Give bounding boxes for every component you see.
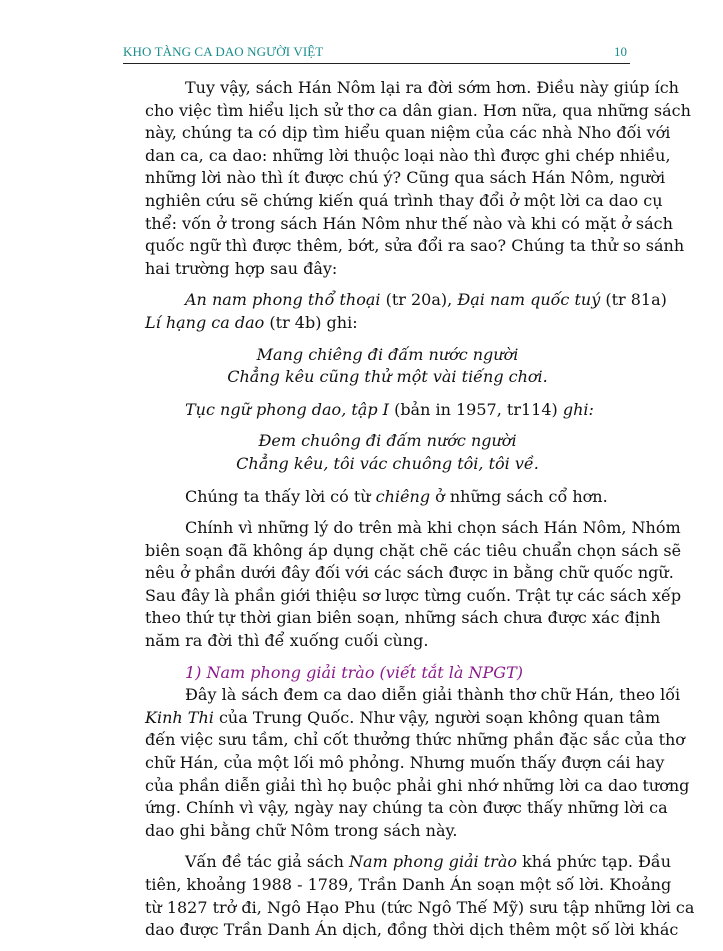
text-line <box>145 707 661 730</box>
text-line <box>145 344 630 367</box>
italic-text: An nam phong thổ thoại <box>185 290 381 310</box>
text-line <box>145 607 661 630</box>
page-body <box>145 77 695 951</box>
text-line <box>145 919 679 942</box>
text-line <box>145 167 666 190</box>
italic-text: Mang chiêng đi đấm nước người <box>256 344 519 364</box>
text-line <box>145 684 681 707</box>
italic-text: 1) Nam phong giải trào (viết tắt là NPGT) <box>185 662 523 682</box>
text-line <box>145 562 674 585</box>
text: nêu ở phần dưới đây đối với các sách được in bằng chữ quốc ngữ. <box>145 563 674 583</box>
text-line <box>145 775 690 798</box>
text-line <box>145 517 681 540</box>
text-line <box>145 100 691 123</box>
text: năm ra đời thì để xuống cuối cùng. <box>145 631 429 651</box>
text-line <box>145 851 672 874</box>
italic-text: Nam phong giải trào <box>349 852 517 872</box>
text-line <box>145 399 630 422</box>
text-line <box>145 662 630 685</box>
text-line <box>145 213 673 236</box>
text: của phần diễn giải thì họ buộc phải ghi nhớ những lời ca dao tương <box>145 775 690 795</box>
italic-text: Tục ngữ phong dao, tập I <box>185 399 389 419</box>
text: chữ Hán, của một lối mô phỏng. Nhưng muốn thấy đượn cái hay <box>145 753 665 773</box>
italic-text: Chẳng kêu cũng thử một vài tiếng chơi. <box>227 367 548 387</box>
paragraph <box>145 77 691 280</box>
text: đến việc sưu tầm, chỉ cốt thưởng thức những phần đặc sắc của thơ <box>145 730 685 750</box>
text-line <box>145 122 671 145</box>
text-line <box>145 312 630 335</box>
verse-quote <box>145 430 630 475</box>
text-line <box>145 874 672 897</box>
text: dan ca, ca dao: những lời thuộc loại nào thì được ghi chép nhiều, <box>145 145 671 165</box>
text-line <box>145 486 630 509</box>
text: ứng. Chính vì vậy, ngày nay chúng ta còn được thấy những lời ca <box>145 798 668 818</box>
paragraph <box>145 486 630 509</box>
text: (tr 4b) ghi: <box>264 312 358 332</box>
text-line <box>145 540 682 563</box>
text: những lời nào thì ít được chú ý? Cũng qua sách Hán Nôm, người <box>145 168 666 188</box>
italic-text: ghi: <box>562 399 594 419</box>
text-line <box>145 235 685 258</box>
paragraph <box>145 289 667 334</box>
italic-text: chiêng <box>375 486 431 506</box>
text-line <box>145 77 679 100</box>
page-number: 10 <box>614 44 627 59</box>
text-line <box>145 585 682 608</box>
text: dao ghi bằng chữ Nôm trong sách này. <box>145 820 458 840</box>
text: quốc ngữ thì được thêm, bớt, sửa đổi ra sao? Chúng ta thử so sánh <box>145 236 685 256</box>
text-line <box>145 258 630 281</box>
text: Đây là sách đem ca dao diễn giải thành thơ chữ Hán, theo lối <box>185 685 681 705</box>
text: hai trường hợp sau đây: <box>145 258 338 278</box>
text: thể: vốn ở trong sách Hán Nôm như thế nào và khi có mặt ở sách <box>145 213 673 233</box>
text: ở những sách cổ hơn. <box>430 486 608 506</box>
section-heading <box>145 662 630 685</box>
text-line <box>145 453 630 476</box>
text: nghiên cứu sẽ chứng kiến quá trình thay đổi ở một lời ca dao cụ <box>145 190 663 210</box>
text-line <box>145 430 630 453</box>
text: từ 1827 trở đi, Ngô Hạo Phu (tức Ngô Thế Mỹ) sưu tập những lời ca <box>145 897 695 917</box>
text-line <box>145 289 667 312</box>
text-line <box>145 897 695 920</box>
paragraph <box>145 684 690 842</box>
text: này, chúng ta có dịp tìm hiểu quan niệm của các nhà Nho đối với <box>145 123 671 143</box>
text-line <box>145 366 630 389</box>
text: Chúng ta thấy lời có từ <box>185 486 376 506</box>
text-line <box>145 797 668 820</box>
italic-text: Lí hạng ca dao <box>145 312 265 332</box>
text: (tr 20a), <box>380 290 458 310</box>
text: Tuy vậy, sách Hán Nôm lại ra đời sớm hơn. Điều này giúp ích <box>185 78 679 97</box>
text: Chính vì những lý do trên mà khi chọn sách Hán Nôm, Nhóm <box>185 518 681 538</box>
text: dao được Trần Danh Án dịch, đồng thời dịch thêm một số lời khác <box>145 920 679 940</box>
text-line <box>145 630 630 653</box>
text-line <box>145 145 671 168</box>
text: tiên, khoảng 1988 - 1789, Trần Danh Án soạn một số lời. Khoảng <box>145 875 672 894</box>
text: khá phức tạp. Đầu <box>517 852 672 872</box>
italic-text: Đem chuông đi đấm nước người <box>258 431 517 451</box>
text: của Trung Quốc. Như vậy, người soạn không quan tâm <box>213 707 661 727</box>
text: theo thứ tự thời gian biên soạn, những sách chưa được xác định <box>145 608 661 628</box>
text: (tr 81a) <box>600 290 667 310</box>
book-title: KHO TÀNG CA DAO NGƯỜI VIỆT <box>123 44 324 59</box>
text: (bản in 1957, tr114) <box>388 399 563 419</box>
text-line <box>145 752 665 775</box>
italic-text: Đại nam quốc tuý <box>457 290 601 310</box>
text-line <box>145 820 630 843</box>
verse-quote <box>145 344 630 389</box>
text-line <box>145 190 663 213</box>
italic-text: Kinh Thi <box>145 707 214 727</box>
paragraph <box>145 399 630 422</box>
text: Sau đây là phần giới thiệu sơ lược từng cuốn. Trật tự các sách xếp <box>145 585 682 605</box>
text: Vấn đề tác giả sách <box>185 852 350 872</box>
running-header <box>123 44 630 64</box>
text: biên soạn đã không áp dụng chặt chẽ các tiêu chuẩn chọn sách sẽ <box>145 540 682 560</box>
paragraph <box>145 851 695 941</box>
italic-text: Chẳng kêu, tôi vác chuông tôi, tôi về. <box>236 453 539 473</box>
paragraph <box>145 517 682 653</box>
text-line <box>145 729 685 752</box>
text: cho việc tìm hiểu lịch sử thơ ca dân gian. Hơn nữa, qua những sách <box>145 100 691 120</box>
